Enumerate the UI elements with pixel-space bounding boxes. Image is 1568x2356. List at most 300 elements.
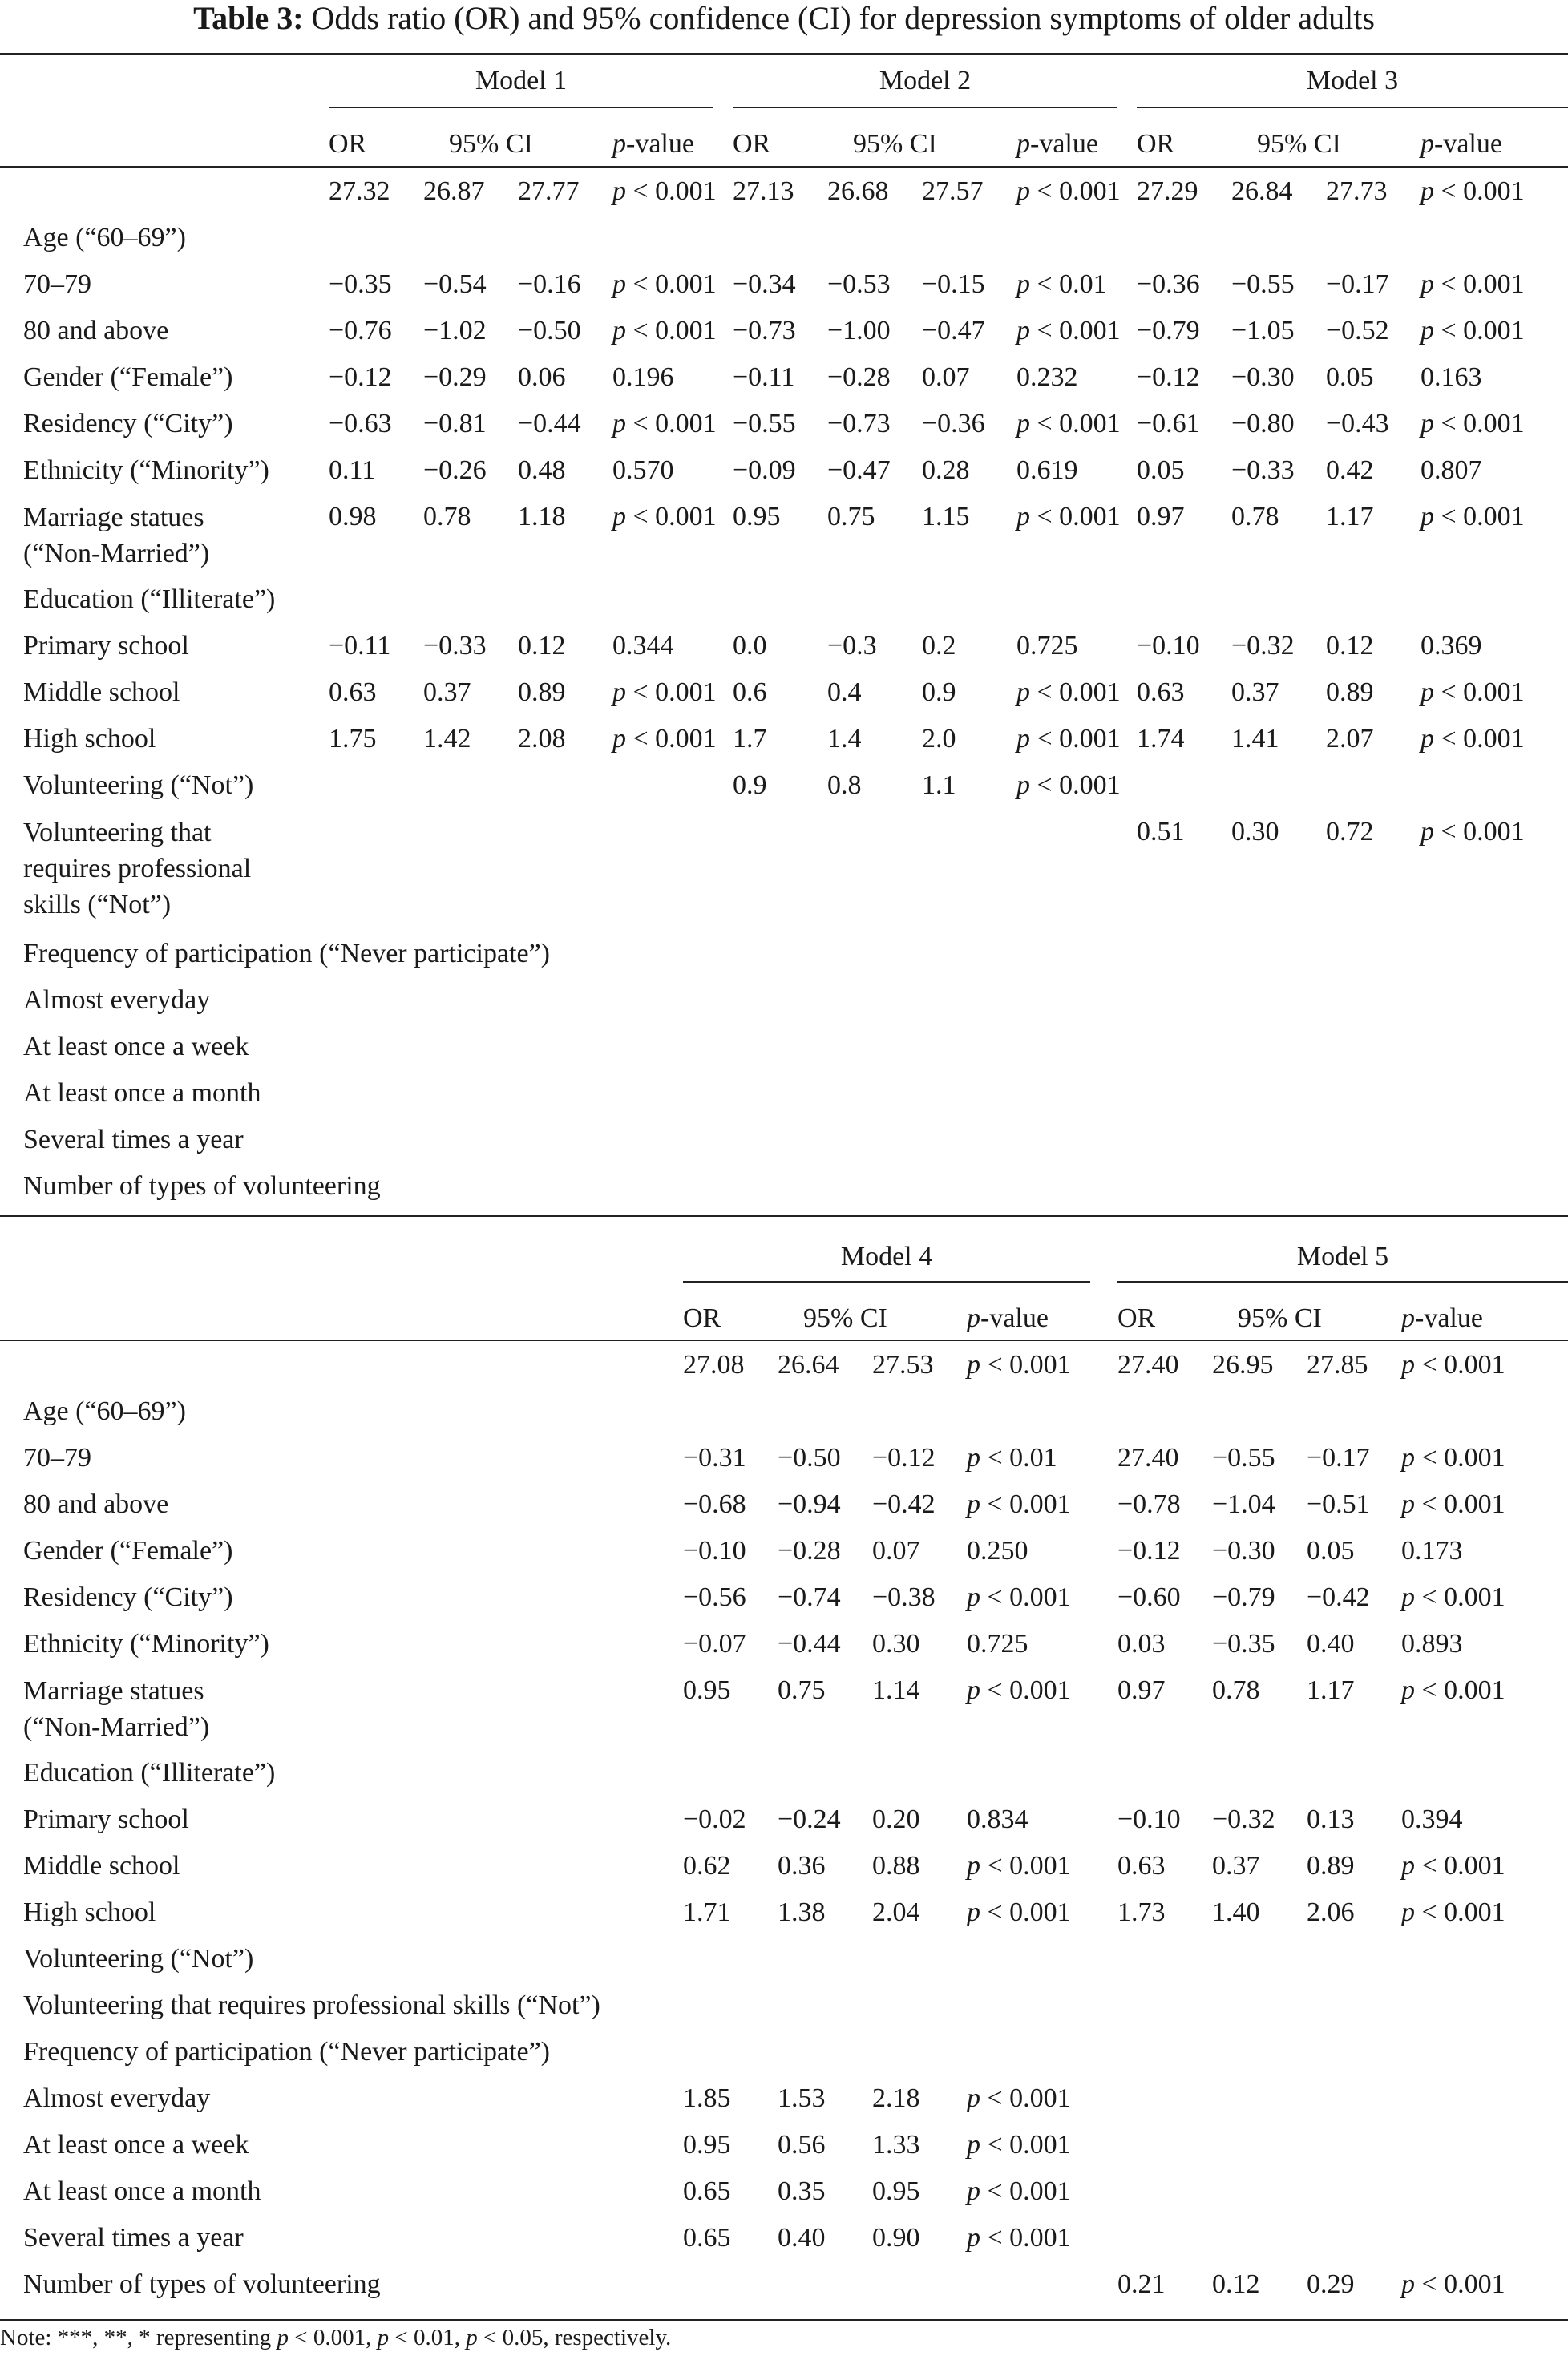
ci-cell: −0.26 xyxy=(423,455,487,485)
column-gap xyxy=(1090,2029,1117,2075)
or-cell: 1.74 xyxy=(1137,724,1185,754)
table-row xyxy=(0,2168,1568,2215)
column-gap xyxy=(1090,1621,1117,1667)
p-value-cell xyxy=(1401,2029,1568,2075)
row-label: At least once a month xyxy=(23,2176,261,2206)
ci-cell: 1.17 xyxy=(1307,1675,1355,1705)
p-value-cell xyxy=(967,2261,1090,2308)
ci-cell xyxy=(1212,2168,1307,2215)
ci-cell xyxy=(518,1024,612,1070)
ci-cell xyxy=(872,1750,967,1796)
p-value-header: p-value xyxy=(967,1303,1049,1333)
or-cell xyxy=(733,576,827,623)
ci-cell xyxy=(423,1117,518,1163)
ci-cell xyxy=(922,931,1016,977)
p-value-cell xyxy=(1420,1024,1568,1070)
or-cell xyxy=(1117,1388,1212,1435)
ci-cell: 27.73 xyxy=(1326,176,1388,206)
table-row xyxy=(0,494,1568,576)
or-cell: −0.76 xyxy=(329,316,392,346)
column-gap xyxy=(725,401,733,447)
ci-cell xyxy=(1231,1070,1326,1117)
column-gap xyxy=(1090,1574,1117,1621)
row-label: 70–79 xyxy=(23,1443,91,1473)
or-cell xyxy=(329,762,423,809)
p-value-cell xyxy=(1420,762,1568,809)
table-row xyxy=(0,1843,1568,1889)
p-value-cell: p < 0.001 xyxy=(967,1675,1071,1705)
column-gap xyxy=(1129,494,1137,576)
or-cell: 27.13 xyxy=(733,176,794,206)
p-value-cell xyxy=(1420,576,1568,623)
column-gap xyxy=(725,1070,733,1117)
ci-cell xyxy=(1326,1163,1420,1210)
column-gap xyxy=(1129,447,1137,494)
or-cell xyxy=(683,1936,778,1982)
ci-cell xyxy=(1212,1936,1307,1982)
column-gap xyxy=(1129,669,1137,716)
or-cell xyxy=(1117,1750,1212,1796)
row-label: Number of types of volunteering xyxy=(23,2269,381,2299)
p-value-cell: p < 0.001 xyxy=(1420,176,1525,206)
ci-cell xyxy=(1307,2168,1401,2215)
model-2-underline xyxy=(733,107,1117,108)
ci-cell xyxy=(922,809,1016,931)
ci-cell: 0.78 xyxy=(1231,502,1279,531)
ci-cell xyxy=(1326,931,1420,977)
column-gap xyxy=(1129,809,1137,931)
or-cell xyxy=(733,977,827,1024)
p-value-cell xyxy=(612,576,725,623)
p-value-cell xyxy=(1401,2075,1568,2122)
row-label: Volunteering that requires professional skills (“Not”) xyxy=(23,1990,600,2020)
or-cell: 0.98 xyxy=(329,502,377,531)
p-value-header: p-value xyxy=(1016,129,1098,159)
p-value-cell: p < 0.001 xyxy=(1401,2269,1505,2299)
table-row xyxy=(0,1163,1568,1210)
column-gap xyxy=(725,762,733,809)
ci-cell xyxy=(423,762,518,809)
table-row xyxy=(0,977,1568,1024)
ci-cell: 0.90 xyxy=(872,2223,920,2253)
or-cell: −0.09 xyxy=(733,455,796,485)
ci-cell xyxy=(423,1024,518,1070)
column-gap xyxy=(1129,931,1137,977)
row-label: Age (“60–69”) xyxy=(23,1396,186,1426)
ci-cell xyxy=(872,1936,967,1982)
ci-cell xyxy=(1307,1936,1401,1982)
p-value-cell: p < 0.001 xyxy=(612,269,717,299)
p-value-cell: p < 0.001 xyxy=(1420,677,1525,707)
ci-header: 95% CI xyxy=(449,129,533,159)
or-cell xyxy=(733,1024,827,1070)
ci-cell: −0.44 xyxy=(778,1629,841,1659)
column-gap xyxy=(1129,1117,1137,1163)
table-row xyxy=(0,1574,1568,1621)
or-cell: 27.32 xyxy=(329,176,390,206)
ci-cell: 0.05 xyxy=(1307,1536,1355,1566)
p-value-cell: 0.893 xyxy=(1401,1629,1463,1659)
ci-cell: 0.88 xyxy=(872,1851,920,1881)
model-4-underline xyxy=(683,1281,1090,1283)
p-value-cell xyxy=(612,809,725,931)
p-value-cell xyxy=(612,931,725,977)
table-row xyxy=(0,716,1568,762)
column-gap xyxy=(1090,1481,1117,1528)
p-value-cell: 0.173 xyxy=(1401,1536,1463,1566)
ci-cell: −0.32 xyxy=(1231,631,1295,661)
row-label: Gender (“Female”) xyxy=(23,1536,233,1566)
ci-cell xyxy=(1231,762,1326,809)
ci-cell: 0.07 xyxy=(922,362,970,392)
table-row xyxy=(0,1388,1568,1435)
ci-cell xyxy=(1307,2122,1401,2168)
or-cell: 0.63 xyxy=(1117,1851,1166,1881)
ci-cell: 1.14 xyxy=(872,1675,920,1705)
p-value-cell xyxy=(1016,1024,1129,1070)
ci-cell: 26.68 xyxy=(827,176,889,206)
ci-cell: −0.28 xyxy=(778,1536,841,1566)
or-cell: −0.55 xyxy=(733,409,796,438)
ci-cell: 27.57 xyxy=(922,176,984,206)
p-value-cell: 0.807 xyxy=(1420,455,1482,485)
column-gap xyxy=(1090,1435,1117,1481)
column-gap xyxy=(1090,2261,1117,2308)
p-value-cell: 0.369 xyxy=(1420,631,1482,661)
table-row xyxy=(0,354,1568,401)
ci-cell: 0.9 xyxy=(922,677,956,707)
or-cell xyxy=(329,977,423,1024)
column-gap xyxy=(1090,2215,1117,2261)
ci-cell: 0.36 xyxy=(778,1851,826,1881)
model-1-underline xyxy=(329,107,713,108)
ci-cell xyxy=(778,2261,872,2308)
ci-cell xyxy=(518,1117,612,1163)
ci-cell xyxy=(827,1070,922,1117)
ci-cell: 0.40 xyxy=(778,2223,826,2253)
row-label: Volunteering (“Not”) xyxy=(23,770,254,800)
column-gap xyxy=(725,669,733,716)
ci-cell xyxy=(1231,576,1326,623)
ci-cell: 26.64 xyxy=(778,1350,839,1380)
or-cell: −0.68 xyxy=(683,1489,746,1519)
table-row xyxy=(0,168,1568,215)
ci-cell: −1.05 xyxy=(1231,316,1295,346)
ci-cell: 1.18 xyxy=(518,502,566,531)
or-cell xyxy=(1137,1024,1231,1070)
table-row xyxy=(0,1024,1568,1070)
ci-cell: 1.42 xyxy=(423,724,471,754)
or-cell: 0.03 xyxy=(1117,1629,1166,1659)
or-cell: −0.02 xyxy=(683,1804,746,1834)
column-gap xyxy=(1090,1750,1117,1796)
ci-cell: 0.42 xyxy=(1326,455,1374,485)
or-cell: −0.31 xyxy=(683,1443,746,1473)
or-cell: 27.08 xyxy=(683,1350,745,1380)
p-value-cell: p < 0.001 xyxy=(967,1489,1071,1519)
ci-cell xyxy=(827,977,922,1024)
ci-cell: −0.47 xyxy=(922,316,985,346)
or-header: OR xyxy=(1117,1303,1156,1333)
or-cell xyxy=(1137,931,1231,977)
results-table-part1 xyxy=(0,168,1568,1210)
top-rule xyxy=(0,53,1568,55)
ci-cell: 0.89 xyxy=(518,677,566,707)
ci-cell: 0.75 xyxy=(827,502,875,531)
ci-cell: 2.07 xyxy=(1326,724,1374,754)
or-cell: −0.10 xyxy=(1137,631,1200,661)
column-gap xyxy=(1129,1024,1137,1070)
column-gap xyxy=(725,447,733,494)
ci-cell xyxy=(872,2029,967,2075)
ci-cell: −0.17 xyxy=(1326,269,1389,299)
or-cell: 0.97 xyxy=(1117,1675,1166,1705)
ci-cell: 0.05 xyxy=(1326,362,1374,392)
ci-cell xyxy=(423,809,518,931)
p-value-cell xyxy=(1016,977,1129,1024)
ci-cell: −0.53 xyxy=(827,269,891,299)
ci-cell xyxy=(778,1750,872,1796)
ci-cell: 0.30 xyxy=(872,1629,920,1659)
column-gap xyxy=(725,168,733,215)
row-label xyxy=(0,1342,683,1388)
ci-cell: −0.50 xyxy=(518,316,581,346)
ci-cell: 0.12 xyxy=(1326,631,1374,661)
or-cell xyxy=(1117,2215,1212,2261)
ci-cell xyxy=(423,215,518,261)
column-gap xyxy=(725,354,733,401)
p-value-cell xyxy=(1401,1750,1568,1796)
ci-cell: 26.84 xyxy=(1231,176,1293,206)
header-rule-1 xyxy=(0,166,1568,168)
table-note: Note: ***, **, * representing p < 0.001, p < 0.01, p < 0.05, respectively. xyxy=(0,2325,672,2350)
row-label: Volunteering that requires professional skills (“Not”) xyxy=(23,818,252,919)
ci-cell xyxy=(1231,1024,1326,1070)
table-row xyxy=(0,762,1568,809)
row-label: Middle school xyxy=(23,1851,180,1881)
ci-cell: −0.50 xyxy=(778,1443,841,1473)
ci-cell xyxy=(778,2029,872,2075)
ci-cell xyxy=(1212,1982,1307,2029)
p-value-cell: p < 0.001 xyxy=(612,724,717,754)
ci-cell xyxy=(1212,1750,1307,1796)
p-value-cell xyxy=(1401,2215,1568,2261)
ci-cell: −0.79 xyxy=(1212,1582,1275,1612)
header-rule-2 xyxy=(0,1340,1568,1341)
column-gap xyxy=(1129,168,1137,215)
ci-cell: 1.1 xyxy=(922,770,956,800)
or-header: OR xyxy=(733,129,771,159)
row-label: Almost everyday xyxy=(23,985,211,1015)
or-cell: 27.40 xyxy=(1117,1443,1179,1473)
ci-cell xyxy=(423,1163,518,1210)
column-gap xyxy=(1090,1889,1117,1936)
or-cell: 0.21 xyxy=(1117,2269,1166,2299)
column-gap xyxy=(1129,1070,1137,1117)
p-value-cell xyxy=(1016,576,1129,623)
ci-header: 95% CI xyxy=(853,129,937,159)
ci-cell: −0.12 xyxy=(872,1443,936,1473)
ci-cell xyxy=(518,1070,612,1117)
table-row xyxy=(0,623,1568,669)
or-cell xyxy=(733,1163,827,1210)
ci-cell: 0.29 xyxy=(1307,2269,1355,2299)
table-number: Table 3: xyxy=(193,0,304,36)
ci-cell: −0.73 xyxy=(827,409,891,438)
or-cell xyxy=(1137,1163,1231,1210)
p-value-cell: p < 0.001 xyxy=(967,1350,1071,1380)
or-cell: 0.95 xyxy=(683,2130,731,2160)
or-cell: 0.05 xyxy=(1137,455,1185,485)
or-cell: −0.35 xyxy=(329,269,392,299)
ci-cell xyxy=(872,2261,967,2308)
p-value-cell: 0.619 xyxy=(1016,455,1078,485)
or-cell xyxy=(733,931,827,977)
table-row xyxy=(0,1481,1568,1528)
ci-cell xyxy=(778,1936,872,1982)
p-value-cell: 0.725 xyxy=(967,1629,1028,1659)
ci-cell: 1.38 xyxy=(778,1897,826,1927)
p-value-cell xyxy=(967,1388,1090,1435)
or-cell: 0.11 xyxy=(329,455,376,485)
or-cell xyxy=(1117,1936,1212,1982)
ci-cell xyxy=(1326,977,1420,1024)
row-label: At least once a month xyxy=(23,1078,261,1108)
or-cell: −0.73 xyxy=(733,316,796,346)
row-label: Several times a year xyxy=(23,2223,244,2253)
table-row xyxy=(0,1750,1568,1796)
ci-cell xyxy=(872,1388,967,1435)
table-row xyxy=(0,2122,1568,2168)
table-row xyxy=(0,576,1568,623)
or-cell xyxy=(683,1388,778,1435)
ci-header: 95% CI xyxy=(1238,1303,1322,1333)
or-cell: 0.97 xyxy=(1137,502,1185,531)
p-value-cell: p < 0.001 xyxy=(1401,1897,1505,1927)
p-value-cell xyxy=(1420,1070,1568,1117)
or-header: OR xyxy=(329,129,367,159)
or-cell xyxy=(733,1117,827,1163)
ci-cell: 26.87 xyxy=(423,176,485,206)
column-gap xyxy=(725,215,733,261)
p-value-cell xyxy=(1401,1936,1568,1982)
p-value-cell: p < 0.001 xyxy=(1016,316,1121,346)
p-value-cell: 0.232 xyxy=(1016,362,1078,392)
table-row xyxy=(0,215,1568,261)
or-cell: 0.63 xyxy=(329,677,377,707)
column-gap xyxy=(1090,1667,1117,1750)
p-value-cell xyxy=(1016,809,1129,931)
p-value-cell xyxy=(1016,1070,1129,1117)
ci-cell: 0.28 xyxy=(922,455,970,485)
p-value-cell: 0.570 xyxy=(612,455,674,485)
ci-cell xyxy=(1326,762,1420,809)
row-label: Marriage statues (“Non-Married”) xyxy=(23,1676,210,1742)
model-1-header: Model 1 xyxy=(475,66,568,95)
ci-cell xyxy=(423,977,518,1024)
ci-cell: −0.44 xyxy=(518,409,581,438)
ci-cell: 2.0 xyxy=(922,724,956,754)
table-row xyxy=(0,809,1568,931)
p-value-cell xyxy=(612,1024,725,1070)
model-5-header: Model 5 xyxy=(1296,1242,1389,1271)
or-cell: −0.56 xyxy=(683,1582,746,1612)
ci-cell: 1.53 xyxy=(778,2083,826,2113)
p-value-cell: p < 0.001 xyxy=(1420,502,1525,531)
column-gap xyxy=(725,576,733,623)
ci-cell: 0.37 xyxy=(1231,677,1279,707)
ci-cell: −0.74 xyxy=(778,1582,841,1612)
column-gap xyxy=(1129,1163,1137,1210)
column-gap xyxy=(725,1163,733,1210)
p-value-cell xyxy=(1401,1982,1568,2029)
p-value-cell: p < 0.001 xyxy=(612,176,717,206)
row-label: Age (“60–69”) xyxy=(23,223,186,253)
p-value-cell xyxy=(1420,977,1568,1024)
table-row xyxy=(0,1982,1568,2029)
or-cell xyxy=(329,215,423,261)
section-divider-rule xyxy=(0,1215,1568,1217)
ci-cell: 2.18 xyxy=(872,2083,920,2113)
ci-cell: −0.36 xyxy=(922,409,985,438)
row-label: Middle school xyxy=(23,677,180,707)
or-cell: 0.62 xyxy=(683,1851,731,1881)
table-row xyxy=(0,669,1568,716)
or-cell: 1.75 xyxy=(329,724,377,754)
p-value-cell: 0.196 xyxy=(612,362,674,392)
column-gap xyxy=(725,716,733,762)
ci-cell xyxy=(518,809,612,931)
column-gap xyxy=(725,809,733,931)
row-label xyxy=(0,168,329,215)
ci-cell: 1.15 xyxy=(922,502,970,531)
ci-cell xyxy=(827,1163,922,1210)
ci-cell: −0.94 xyxy=(778,1489,841,1519)
ci-cell: 1.17 xyxy=(1326,502,1374,531)
row-label: At least once a week xyxy=(23,2130,249,2160)
or-cell: −0.11 xyxy=(329,631,391,661)
or-cell: −0.34 xyxy=(733,269,796,299)
p-value-header: p-value xyxy=(612,129,694,159)
ci-cell: 2.04 xyxy=(872,1897,920,1927)
ci-cell xyxy=(1212,2215,1307,2261)
or-cell xyxy=(1117,2075,1212,2122)
ci-cell: −0.80 xyxy=(1231,409,1295,438)
column-gap xyxy=(1090,1982,1117,2029)
column-gap xyxy=(1090,2075,1117,2122)
or-cell xyxy=(329,576,423,623)
ci-cell: 26.95 xyxy=(1212,1350,1274,1380)
p-value-cell: p < 0.001 xyxy=(967,1897,1071,1927)
row-label: Volunteering (“Not”) xyxy=(23,1944,254,1974)
ci-cell: −0.55 xyxy=(1231,269,1295,299)
ci-cell: −0.51 xyxy=(1307,1489,1370,1519)
ci-cell: −0.3 xyxy=(827,631,877,661)
or-cell xyxy=(1137,762,1231,809)
or-cell xyxy=(683,2261,778,2308)
ci-cell: −1.02 xyxy=(423,316,487,346)
ci-cell: −0.16 xyxy=(518,269,581,299)
or-cell: 0.95 xyxy=(733,502,781,531)
row-label: Education (“Illiterate”) xyxy=(23,1758,276,1788)
ci-cell: −0.42 xyxy=(872,1489,936,1519)
or-cell: −0.61 xyxy=(1137,409,1200,438)
ci-cell xyxy=(827,931,922,977)
column-gap xyxy=(1090,1843,1117,1889)
or-cell: 0.9 xyxy=(733,770,767,800)
table-row xyxy=(0,1667,1568,1750)
p-value-cell: 0.725 xyxy=(1016,631,1078,661)
